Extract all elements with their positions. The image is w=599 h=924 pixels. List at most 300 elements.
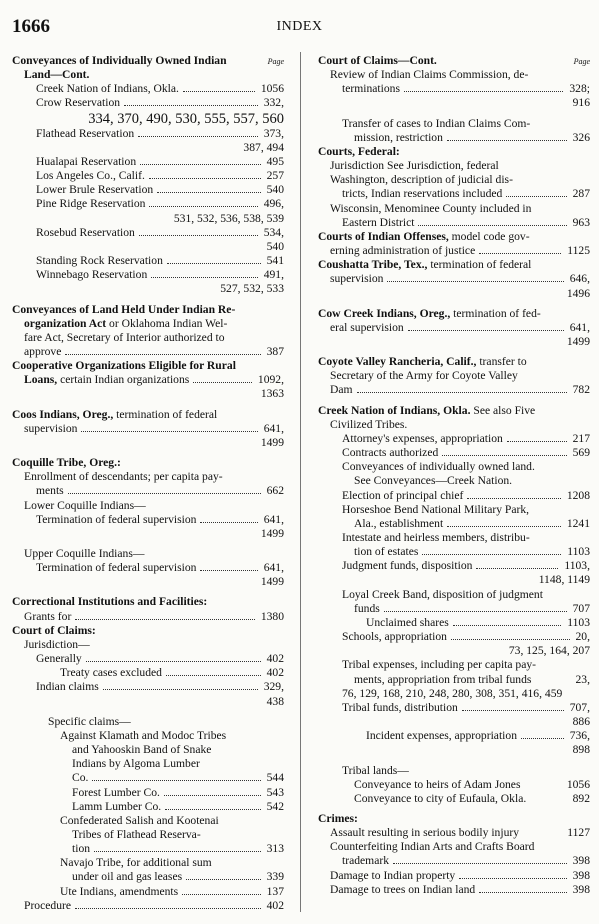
- dot-leader: [151, 269, 257, 278]
- index-entry-text: 1499: [260, 435, 284, 449]
- index-entry: [318, 812, 590, 826]
- index-entry: [12, 814, 284, 828]
- index-entry: [318, 826, 590, 840]
- index-entry-page-refs: [12, 282, 284, 296]
- index-entry: [318, 658, 590, 672]
- dot-leader: [182, 886, 260, 895]
- index-entry-text: supervision: [330, 272, 384, 286]
- index-entry-text: Tribes of Flathead Reserva-: [72, 827, 201, 841]
- index-entry: [12, 68, 284, 82]
- dot-leader: [86, 653, 261, 662]
- index-entry: [12, 268, 284, 282]
- dot-leader: [166, 667, 261, 676]
- dot-leader: [139, 227, 258, 236]
- page-reference: 1127: [567, 826, 590, 840]
- dot-leader: [103, 681, 258, 690]
- dot-leader: [479, 884, 566, 893]
- index-entry-text: supervision: [24, 421, 78, 435]
- index-entry-text: Wisconsin, Menominee County included in: [330, 201, 532, 215]
- index-entry-text: Review of Indian Claims Commission, de-: [330, 68, 529, 82]
- index-heading: Correctional Institutions and Facilities:: [12, 595, 208, 609]
- page-reference: 1241: [566, 516, 590, 530]
- index-entry-text: Judgment funds, disposition: [342, 559, 473, 573]
- page-reference: 1103,: [564, 559, 590, 573]
- index-entry-text: 1363: [260, 387, 284, 401]
- index-entry: [12, 155, 284, 169]
- index-entry: [12, 373, 284, 387]
- index-heading: Coquille Tribe, Oreg.:: [12, 456, 121, 470]
- index-entry: [318, 159, 590, 173]
- index-entry-page-refs: [318, 715, 590, 729]
- page-reference: 641,: [569, 320, 590, 334]
- index-entry-text: Winnebago Reservation: [36, 268, 148, 282]
- page-reference: 326: [572, 130, 590, 144]
- index-entry-text: Flathead Reservation: [36, 126, 135, 140]
- dot-leader: [507, 433, 567, 442]
- index-entry-text: Intestate and heirless members, distribu-: [342, 531, 530, 544]
- index-entry: [12, 226, 284, 240]
- dot-leader: [149, 198, 257, 207]
- index-entry-text: Upper Coquille Indians—: [24, 547, 145, 560]
- index-entry: [12, 757, 284, 771]
- index-entry-text: Eastern District: [342, 215, 415, 229]
- page-column-label: Page: [573, 57, 590, 66]
- index-entry: [12, 331, 284, 345]
- index-entry-text: funds: [354, 601, 380, 615]
- page-reference: 1103: [567, 545, 590, 559]
- index-entry-text: Contracts authorized: [342, 446, 439, 460]
- dot-leader: [393, 855, 567, 864]
- page-reference: 495: [266, 154, 284, 168]
- index-entry: [12, 484, 284, 498]
- index-entry: [12, 345, 284, 359]
- index-entry-text: Los Angeles Co., Calif.: [36, 169, 145, 183]
- page-reference: 402: [266, 898, 284, 912]
- page-reference: 736,: [569, 729, 590, 743]
- index-entry: [318, 630, 590, 644]
- page-reference: 1125: [567, 244, 590, 258]
- index-entry: [318, 854, 590, 868]
- dot-leader: [404, 83, 563, 92]
- index-entry: [12, 317, 284, 331]
- page-reference: 1380: [260, 609, 284, 623]
- index-entry-text: Rosebud Reservation: [36, 225, 135, 239]
- index-entry-page-refs: [12, 695, 284, 709]
- index-entry: [12, 456, 284, 470]
- index-entry: [12, 638, 284, 652]
- dot-leader: [479, 245, 561, 254]
- index-entry: [318, 117, 590, 131]
- index-entry: [318, 54, 590, 68]
- index-entry-text: Treaty cases excluded: [60, 666, 162, 680]
- index-entry: [318, 244, 590, 258]
- index-entry-text: Secretary of the Army for Coyote Valley: [330, 369, 518, 383]
- page-reference: 20,: [575, 630, 590, 644]
- index-entry: [12, 54, 284, 68]
- index-entry: [318, 82, 590, 96]
- index-entry-page-refs: [12, 212, 284, 226]
- index-entry-text: See Conveyances—Creek Nation.: [354, 474, 513, 488]
- index-entry: [12, 652, 284, 666]
- index-entry-text: 916: [572, 96, 590, 110]
- index-entry: [318, 701, 590, 715]
- index-entry: [12, 842, 284, 856]
- page-reference: 544: [266, 771, 284, 785]
- dot-leader: [164, 787, 261, 796]
- index-entry-text: Indian claims: [36, 680, 99, 694]
- page-reference: 892: [572, 791, 590, 805]
- index-heading: Courts of Indian Offenses,: [318, 229, 449, 243]
- index-entry-text: Lamm Lumber Co.: [72, 799, 162, 813]
- dot-leader: [167, 255, 261, 264]
- page-reference: 398: [572, 882, 590, 896]
- page-reference: 217: [572, 431, 590, 445]
- index-entry-text: Counterfeiting Indian Arts and Crafts Board: [330, 840, 535, 854]
- index-heading: Conveyances of Individually Owned Indian: [12, 54, 227, 67]
- page-reference: 1092,: [257, 373, 284, 387]
- index-entry-text: Conveyance to heirs of Adam Jones: [354, 777, 521, 791]
- index-entry-page-refs: [318, 573, 590, 587]
- index-entry-text: Transfer of cases to Indian Claims Com-: [342, 116, 531, 130]
- index-entry: [318, 503, 590, 517]
- index-entry-text: Attorney's expenses, appropriation: [342, 431, 503, 445]
- index-entry: [318, 418, 590, 432]
- index-entry: [318, 687, 590, 701]
- index-entry: [318, 68, 590, 82]
- index-entry-text: Loyal Creek Band, disposition of judgment: [342, 587, 543, 601]
- index-entry: [318, 545, 590, 559]
- index-heading: Coushatta Tribe, Tex.,: [318, 258, 428, 272]
- dot-leader: [92, 772, 260, 781]
- index-entry: [12, 715, 284, 729]
- index-entry: [318, 764, 590, 778]
- page-reference: 540: [266, 183, 284, 197]
- index-entry: [12, 828, 284, 842]
- index-entry-text: Schools, appropriation: [342, 630, 447, 644]
- page-reference: 782: [572, 383, 590, 397]
- index-heading: Court of Claims:: [12, 623, 96, 637]
- dot-leader: [138, 128, 258, 137]
- page-reference: 569: [572, 446, 590, 460]
- index-heading: organization Act: [24, 316, 107, 330]
- right-index-column: [318, 54, 590, 897]
- index-entry: [12, 303, 284, 317]
- index-entry: [12, 743, 284, 757]
- index-entry-text: termination of federal: [427, 258, 532, 272]
- index-entry-text: Dam: [330, 383, 353, 397]
- page-reference: 257: [266, 169, 284, 183]
- index-entry-text: Hualapai Reservation: [36, 154, 137, 168]
- index-entry: [318, 216, 590, 230]
- dot-leader: [65, 346, 260, 355]
- page-reference: 542: [266, 799, 284, 813]
- index-entry: [318, 588, 590, 602]
- index-entry-text: Crow Reservation: [36, 96, 121, 110]
- dot-leader: [68, 485, 261, 494]
- dot-leader: [408, 322, 564, 331]
- index-entry: [318, 187, 590, 201]
- page-reference: 641,: [263, 561, 284, 575]
- dot-leader: [453, 617, 561, 626]
- index-entry-page-refs: [12, 141, 284, 155]
- index-entry-text: Damage to trees on Indian land: [330, 882, 476, 896]
- index-entry: [318, 673, 590, 687]
- index-entry: [12, 856, 284, 870]
- index-entry-text: tricts, Indian reservations included: [342, 187, 503, 201]
- index-entry: [12, 127, 284, 141]
- index-entry-page-refs: [12, 575, 284, 589]
- index-entry-text: 531, 532, 536, 538, 539: [173, 211, 284, 225]
- index-entry-text: certain Indian organizations: [57, 373, 190, 387]
- index-entry: [12, 729, 284, 743]
- page-reference: 496,: [263, 197, 284, 211]
- dot-leader: [124, 97, 258, 106]
- index-entry: [12, 666, 284, 680]
- index-entry-text: Creek Nation of Indians, Okla.: [36, 82, 179, 96]
- dot-leader: [451, 631, 570, 640]
- page-header: [12, 16, 587, 38]
- index-heading: Creek Nation of Indians, Okla.: [318, 403, 471, 417]
- index-entry: [12, 96, 284, 110]
- index-entry-text: eral supervision: [330, 320, 404, 334]
- index-entry-text: Incident expenses, appropriation: [366, 729, 517, 743]
- index-entry: [12, 408, 284, 422]
- index-entry-page-refs: [318, 287, 590, 301]
- index-entry: [12, 561, 284, 575]
- index-entry-text: Co.: [72, 771, 89, 785]
- index-entry-text: Termination of federal supervision: [36, 512, 197, 526]
- index-entry: [12, 624, 284, 638]
- index-entry: [12, 422, 284, 436]
- index-entry: [12, 885, 284, 899]
- dot-leader: [447, 518, 561, 527]
- index-heading: Coyote Valley Rancheria, Calif.,: [318, 355, 477, 369]
- page-reference: 328;: [569, 82, 590, 96]
- index-entry-text: Damage to Indian property: [330, 868, 456, 882]
- index-entry-text: trademark: [342, 854, 389, 868]
- page-reference: 641,: [263, 512, 284, 526]
- index-entry: [12, 610, 284, 624]
- dot-leader: [462, 702, 564, 711]
- index-entry: [12, 169, 284, 183]
- index-entry: [318, 531, 590, 545]
- index-entry: [318, 307, 590, 321]
- page-reference: 1056: [566, 777, 590, 791]
- index-entry-text: or Oklahoma Indian Wel-: [106, 316, 228, 330]
- index-entry-text: Horseshoe Bend National Military Park,: [342, 502, 530, 516]
- page-reference: 707,: [569, 700, 590, 714]
- page-reference: 402: [266, 666, 284, 680]
- index-entry-text: Ala., establishment: [354, 516, 444, 530]
- index-entry-text: Tribal lands—: [342, 763, 409, 777]
- index-entry: [12, 359, 284, 373]
- index-entry-text: approve: [24, 344, 62, 358]
- index-entry: [318, 321, 590, 335]
- dot-leader: [140, 156, 260, 165]
- index-entry-text: model code gov-: [448, 229, 530, 243]
- index-heading: Cooperative Organizations Eligible for Rural: [12, 359, 236, 373]
- page-reference: 641,: [263, 421, 284, 435]
- index-entry: [318, 432, 590, 446]
- index-entry: [318, 355, 590, 369]
- index-entry: [318, 474, 590, 488]
- index-entry-page-refs: [12, 111, 284, 127]
- index-entry-text: Indians by Algoma Lumber: [72, 757, 200, 771]
- dot-leader: [422, 546, 561, 555]
- index-entry: [318, 729, 590, 743]
- page-reference: 1103: [567, 615, 590, 629]
- index-entry: [318, 559, 590, 573]
- index-entry-text: 898: [572, 743, 590, 757]
- index-heading: Cow Creek Indians, Oreg.,: [318, 306, 451, 320]
- index-entry-text: ments: [36, 484, 64, 498]
- index-entry-text: Enrollment of descendants; per capita pay-: [24, 470, 223, 484]
- index-entry-text: 387, 494: [243, 140, 284, 154]
- page-reference: 339: [266, 870, 284, 884]
- dot-leader: [384, 603, 567, 612]
- index-entry-text: 1148, 1149: [538, 573, 590, 587]
- dot-leader: [165, 801, 260, 810]
- index-entry-text: 886: [572, 715, 590, 729]
- index-entry: [318, 517, 590, 531]
- index-entry: [12, 254, 284, 268]
- index-entry-text: Grants for: [24, 609, 72, 623]
- index-entry: [318, 404, 590, 418]
- column-divider: [300, 52, 301, 912]
- index-entry-text: Termination of federal supervision: [36, 561, 197, 575]
- dot-leader: [442, 447, 566, 456]
- index-entry-text: Unclaimed shares: [366, 615, 449, 629]
- index-entry: [12, 771, 284, 785]
- page-reference: 329,: [263, 680, 284, 694]
- index-entry-text: ments, appropriation from tribal funds: [354, 672, 532, 686]
- index-entry: [318, 202, 590, 216]
- index-entry-text: fare Act, Secretary of Interior authorized to: [24, 330, 225, 344]
- page-reference: 332,: [263, 96, 284, 110]
- index-entry-text: Standing Rock Reservation: [36, 254, 163, 268]
- index-entry: [318, 258, 590, 272]
- index-entry-text: Civilized Tribes.: [330, 417, 408, 431]
- index-entry: [12, 470, 284, 484]
- index-entry: [12, 595, 284, 609]
- index-entry-text: 73, 125, 164, 207: [508, 644, 590, 658]
- page-reference: 541: [266, 254, 284, 268]
- page-reference: 373,: [263, 126, 284, 140]
- index-entry-page-refs: [12, 387, 284, 401]
- index-entry-text: Tribal funds, distribution: [342, 700, 458, 714]
- index-entry: [12, 547, 284, 561]
- index-entry: [12, 899, 284, 913]
- dot-leader: [506, 188, 566, 197]
- index-entry-text: Washington, description of judicial dis-: [330, 173, 513, 187]
- index-entry-text: Confederated Salish and Kootenai: [60, 813, 219, 827]
- index-entry-text: Lower Brule Reservation: [36, 183, 154, 197]
- index-entry-text: Conveyances of individually owned land.: [342, 460, 535, 474]
- dot-leader: [200, 562, 257, 571]
- index-entry: [12, 786, 284, 800]
- index-entry-text: Against Klamath and Modoc Tribes: [60, 728, 227, 742]
- page-reference: 287: [572, 187, 590, 201]
- index-entry-text: Lower Coquille Indians—: [24, 498, 146, 512]
- page-reference: 402: [266, 652, 284, 666]
- page-title: INDEX: [276, 19, 323, 34]
- index-entry-text: 1496: [566, 286, 590, 300]
- index-entry-text: tion: [72, 842, 91, 856]
- page-reference: 543: [266, 785, 284, 799]
- dot-leader: [75, 611, 254, 620]
- index-entry-text: Forest Lumber Co.: [72, 785, 160, 799]
- index-entry: [318, 173, 590, 187]
- index-entry: [318, 272, 590, 286]
- index-entry: [12, 800, 284, 814]
- index-entry-text: transfer to: [476, 355, 527, 369]
- index-entry-text: termination of federal: [113, 407, 218, 421]
- dot-leader: [476, 560, 558, 569]
- page-reference: 1208: [566, 488, 590, 502]
- page-reference: 398: [572, 854, 590, 868]
- dot-leader: [193, 374, 252, 383]
- index-heading: Loans,: [24, 373, 58, 387]
- page-reference: 646,: [569, 272, 590, 286]
- dot-leader: [186, 871, 261, 880]
- index-entry: [318, 616, 590, 630]
- index-entry-text: 540: [266, 239, 284, 253]
- index-entry-text: Jurisdiction See Jurisdiction, federal: [330, 159, 499, 173]
- index-entry-text: termination of fed-: [450, 306, 541, 320]
- index-entry-page-refs: [12, 240, 284, 254]
- dot-leader: [81, 423, 257, 432]
- page-reference: 387: [266, 344, 284, 358]
- dot-leader: [447, 132, 567, 141]
- index-entry-page-refs: [318, 335, 590, 349]
- index-entry: [12, 499, 284, 513]
- index-entry: [318, 883, 590, 897]
- index-heading: Court of Claims—Cont.: [318, 54, 437, 67]
- dot-leader: [94, 843, 261, 852]
- index-entry-page-refs: [318, 743, 590, 757]
- index-entry-text: Generally: [36, 652, 82, 666]
- index-entry-text: 527, 532, 533: [220, 282, 284, 296]
- index-entry-page-refs: [12, 527, 284, 541]
- index-entry: [318, 792, 590, 806]
- index-heading: Conveyances of Land Held Under Indian Re-: [12, 302, 236, 316]
- page-reference: 662: [266, 484, 284, 498]
- index-heading: Crimes:: [318, 811, 358, 825]
- index-entry: [318, 460, 590, 474]
- index-entry: [318, 131, 590, 145]
- index-entry-text: Procedure: [24, 898, 71, 912]
- dot-leader: [467, 490, 560, 499]
- index-entry-page-refs: [12, 436, 284, 450]
- index-entry-page-refs: [318, 644, 590, 658]
- page-reference: 398: [572, 868, 590, 882]
- page-number: 1666: [12, 16, 50, 37]
- index-entry-text: Assault resulting in serious bodily injury: [330, 826, 520, 840]
- page-reference: 491,: [263, 268, 284, 282]
- dot-leader: [387, 273, 563, 282]
- index-entry: [12, 82, 284, 96]
- index-entry-text: Jurisdiction—: [24, 637, 90, 651]
- dot-leader: [459, 870, 566, 879]
- index-entry: [318, 840, 590, 854]
- index-entry-text: tion of estates: [354, 545, 419, 559]
- dot-leader: [75, 900, 261, 909]
- index-entry-text: mission, restriction: [354, 130, 443, 144]
- dot-leader: [157, 184, 260, 193]
- index-entry: [318, 145, 590, 159]
- index-entry: [318, 230, 590, 244]
- index-entry: [12, 513, 284, 527]
